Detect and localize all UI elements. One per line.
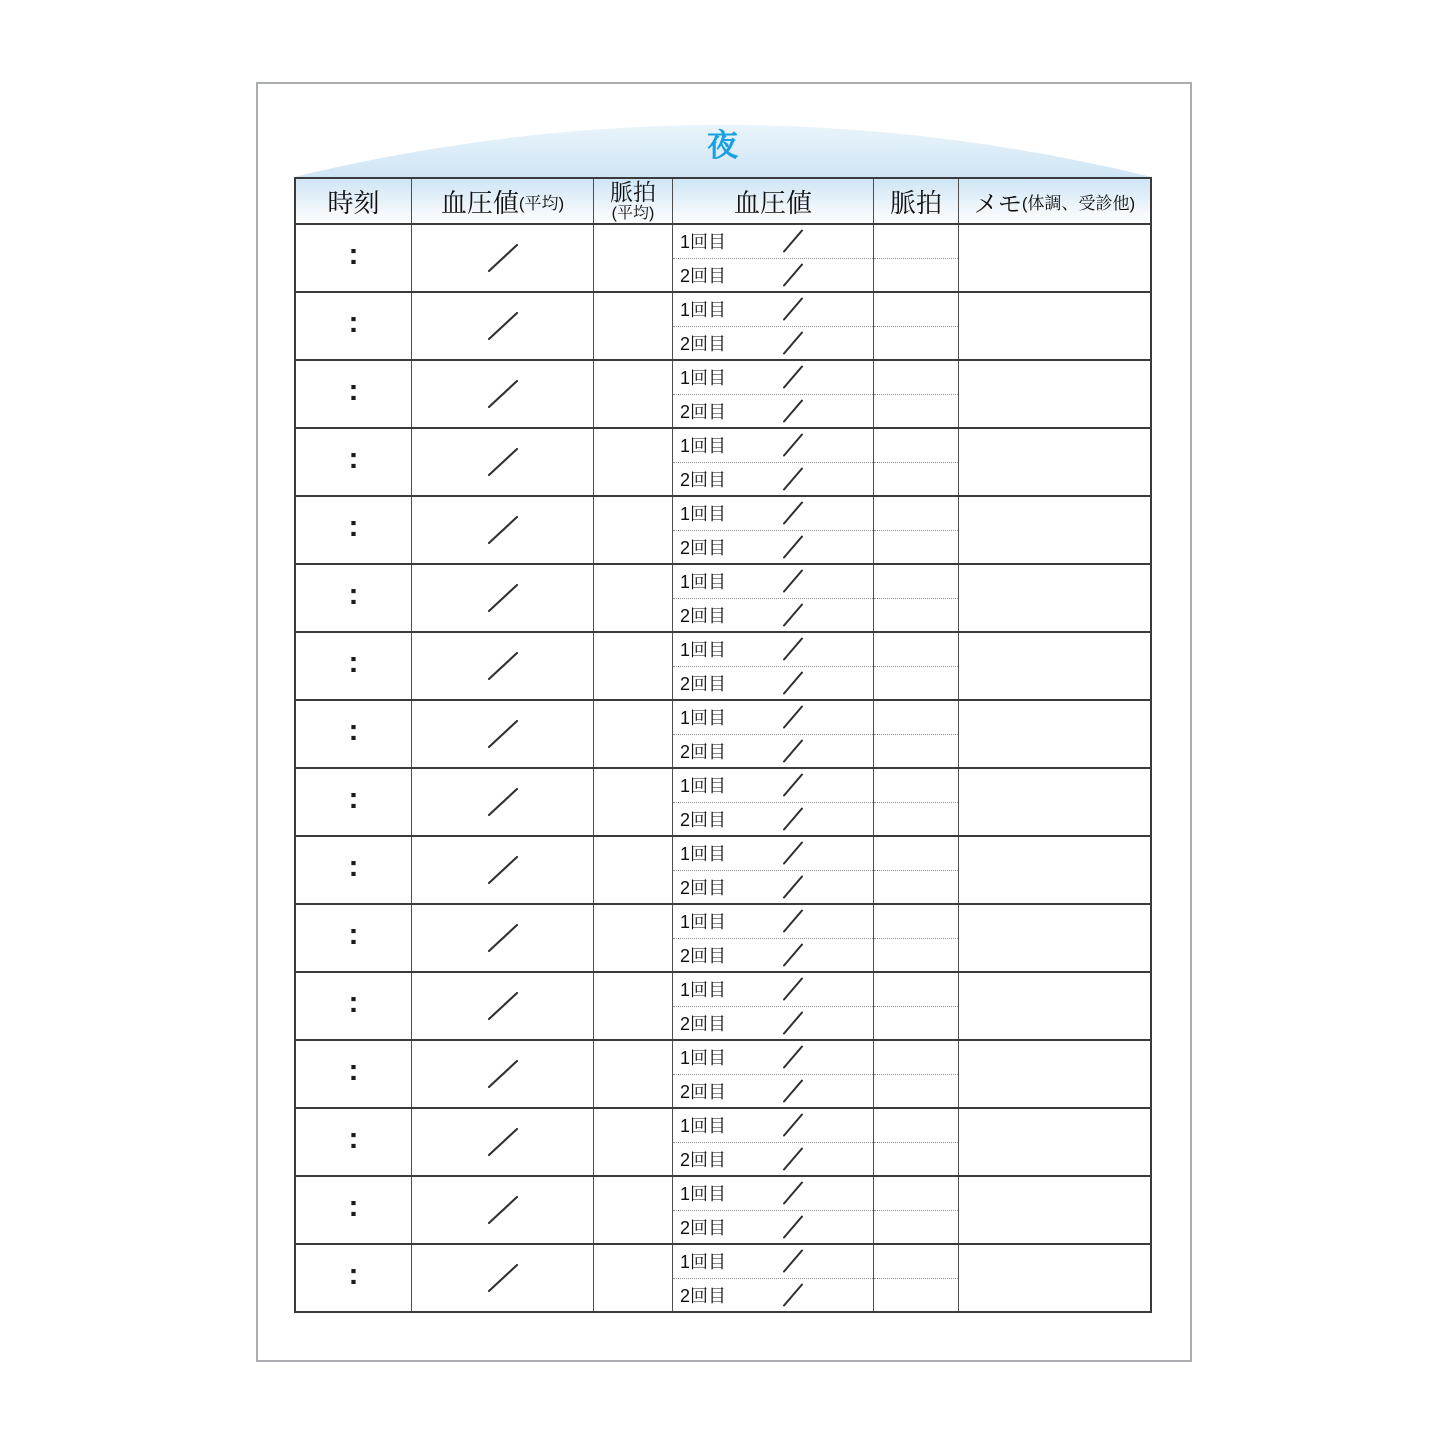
bp-average-cell — [412, 429, 594, 495]
time-cell — [296, 225, 412, 291]
pulse-reading-row-2 — [874, 939, 958, 972]
time-colon: : — [348, 918, 359, 951]
pulse-reading-row-1 — [874, 769, 958, 803]
pulse-reading-row-1 — [874, 973, 958, 1007]
bp-reading-row-2 — [673, 327, 873, 360]
bp-reading-row-2 — [673, 1211, 873, 1244]
pulse-readings-cell — [874, 1041, 959, 1107]
bp-reading-row-2 — [673, 259, 873, 292]
header-pulse-label: 脈拍 — [889, 187, 942, 218]
section-title-night: 夜 — [707, 128, 739, 163]
bp-average-cell — [412, 905, 594, 971]
reading-1-label: 1回目 — [680, 504, 727, 525]
reading-2-label: 2回目 — [680, 1217, 727, 1238]
reading-2-label: 2回目 — [680, 333, 727, 354]
bp-readings-cell — [673, 905, 874, 971]
bp-reading-row-2 — [673, 667, 873, 700]
bp-readings-cell — [673, 497, 874, 563]
bp-reading-row-1 — [673, 905, 873, 939]
time-colon: : — [348, 238, 359, 271]
pulse-reading-row-1 — [874, 497, 958, 531]
time-cell — [296, 701, 412, 767]
time-cell — [296, 1109, 412, 1175]
bp-reading-1-slash-icon — [781, 228, 805, 255]
memo-cell — [959, 701, 1150, 767]
bp-average-cell — [412, 701, 594, 767]
memo-cell — [959, 429, 1150, 495]
time-colon: : — [348, 510, 359, 543]
header-cell-pulse-average — [594, 179, 673, 223]
pulse-reading-row-1 — [874, 837, 958, 871]
bp-reading-2-slash-icon — [781, 737, 805, 764]
header-bp-average-label: 血圧値 — [440, 187, 519, 218]
header-cell-time — [296, 179, 412, 223]
bp-readings-cell — [673, 225, 874, 291]
table-row — [296, 699, 1150, 767]
bp-reading-row-1 — [673, 837, 873, 871]
memo-cell — [959, 1245, 1150, 1311]
header-cell-bp-average — [412, 179, 594, 223]
bp-average-cell — [412, 837, 594, 903]
pulse-average-cell — [594, 769, 673, 835]
pulse-readings-cell — [874, 633, 959, 699]
pulse-readings-cell — [874, 225, 959, 291]
bp-readings-cell — [673, 429, 874, 495]
bp-reading-row-2 — [673, 463, 873, 496]
table-row — [296, 563, 1150, 631]
reading-1-label: 1回目 — [680, 844, 727, 865]
bp-reading-row-1 — [673, 701, 873, 735]
bp-reading-row-1 — [673, 1177, 873, 1211]
bp-reading-2-slash-icon — [781, 873, 805, 900]
bp-reading-row-1 — [673, 1245, 873, 1279]
bp-reading-1-slash-icon — [781, 296, 805, 323]
reading-1-label: 1回目 — [680, 1116, 727, 1137]
reading-1-label: 1回目 — [680, 436, 727, 457]
pulse-average-cell — [594, 837, 673, 903]
bp-readings-cell — [673, 837, 874, 903]
pulse-readings-cell — [874, 769, 959, 835]
table-row — [296, 631, 1150, 699]
memo-cell — [959, 973, 1150, 1039]
memo-cell — [959, 837, 1150, 903]
reading-1-label: 1回目 — [680, 1048, 727, 1069]
bp-average-cell — [412, 1245, 594, 1311]
pulse-reading-row-2 — [874, 463, 958, 496]
memo-cell — [959, 225, 1150, 291]
bp-average-slash-icon — [486, 786, 520, 818]
bp-average-cell — [412, 293, 594, 359]
time-cell — [296, 1245, 412, 1311]
time-cell — [296, 633, 412, 699]
bp-average-cell — [412, 225, 594, 291]
bp-readings-cell — [673, 1041, 874, 1107]
reading-1-label: 1回目 — [680, 572, 727, 593]
bp-reading-1-slash-icon — [781, 432, 805, 459]
bp-reading-row-2 — [673, 803, 873, 836]
table-row — [296, 223, 1150, 291]
bp-average-cell — [412, 1041, 594, 1107]
time-colon: : — [348, 1258, 359, 1291]
bp-average-cell — [412, 633, 594, 699]
pulse-average-cell — [594, 1041, 673, 1107]
memo-cell — [959, 497, 1150, 563]
pulse-reading-row-1 — [874, 905, 958, 939]
table-row — [296, 291, 1150, 359]
bp-reading-row-2 — [673, 871, 873, 904]
pulse-reading-row-1 — [874, 1109, 958, 1143]
bp-average-cell — [412, 565, 594, 631]
bp-reading-1-slash-icon — [781, 568, 805, 595]
bp-reading-1-slash-icon — [781, 976, 805, 1003]
bp-average-slash-icon — [486, 1194, 520, 1226]
pulse-reading-row-1 — [874, 293, 958, 327]
bp-reading-row-2 — [673, 531, 873, 564]
time-cell — [296, 1041, 412, 1107]
pulse-average-cell — [594, 565, 673, 631]
bp-readings-cell — [673, 293, 874, 359]
reading-2-label: 2回目 — [680, 1081, 727, 1102]
bp-reading-2-slash-icon — [781, 533, 805, 560]
memo-cell — [959, 361, 1150, 427]
reading-1-label: 1回目 — [680, 776, 727, 797]
memo-cell — [959, 1109, 1150, 1175]
pulse-reading-row-2 — [874, 871, 958, 904]
memo-cell — [959, 565, 1150, 631]
bp-average-slash-icon — [486, 582, 520, 614]
time-colon: : — [348, 986, 359, 1019]
time-colon: : — [348, 782, 359, 815]
pulse-readings-cell — [874, 361, 959, 427]
bp-readings-cell — [673, 1109, 874, 1175]
pulse-reading-row-1 — [874, 1177, 958, 1211]
bp-reading-1-slash-icon — [781, 908, 805, 935]
reading-2-label: 2回目 — [680, 741, 727, 762]
time-colon: : — [348, 374, 359, 407]
reading-1-label: 1回目 — [680, 912, 727, 933]
bp-reading-row-1 — [673, 1109, 873, 1143]
pulse-reading-row-2 — [874, 327, 958, 360]
bp-reading-row-1 — [673, 1041, 873, 1075]
reading-1-label: 1回目 — [680, 300, 727, 321]
bp-average-cell — [412, 1177, 594, 1243]
pulse-reading-row-1 — [874, 1245, 958, 1279]
pulse-average-cell — [594, 429, 673, 495]
bp-reading-row-1 — [673, 769, 873, 803]
bp-log-table — [294, 177, 1152, 1313]
pulse-reading-row-2 — [874, 531, 958, 564]
table-row — [296, 495, 1150, 563]
bp-reading-2-slash-icon — [781, 669, 805, 696]
table-row — [296, 427, 1150, 495]
bp-reading-1-slash-icon — [781, 772, 805, 799]
reading-2-label: 2回目 — [680, 809, 727, 830]
pulse-average-cell — [594, 497, 673, 563]
bp-reading-2-slash-icon — [781, 805, 805, 832]
reading-1-label: 1回目 — [680, 1252, 727, 1273]
bp-reading-row-1 — [673, 633, 873, 667]
pulse-reading-row-1 — [874, 565, 958, 599]
bp-reading-row-1 — [673, 293, 873, 327]
pulse-readings-cell — [874, 973, 959, 1039]
pulse-average-cell — [594, 701, 673, 767]
reading-1-label: 1回目 — [680, 708, 727, 729]
time-cell — [296, 497, 412, 563]
bp-reading-2-slash-icon — [781, 397, 805, 424]
reading-1-label: 1回目 — [680, 640, 727, 661]
time-colon: : — [348, 1122, 359, 1155]
header-cell-pulse — [874, 179, 959, 223]
time-cell — [296, 769, 412, 835]
pulse-reading-row-1 — [874, 361, 958, 395]
bp-readings-cell — [673, 769, 874, 835]
bp-average-slash-icon — [486, 514, 520, 546]
pulse-average-cell — [594, 361, 673, 427]
header-pulse-average-sublabel: (平均) — [611, 204, 655, 222]
bp-reading-row-1 — [673, 565, 873, 599]
bp-average-cell — [412, 769, 594, 835]
pulse-reading-row-2 — [874, 599, 958, 632]
bp-readings-cell — [673, 1177, 874, 1243]
bp-reading-row-2 — [673, 1075, 873, 1108]
reading-1-label: 1回目 — [680, 980, 727, 1001]
table-row — [296, 903, 1150, 971]
time-cell — [296, 429, 412, 495]
bp-reading-2-slash-icon — [781, 601, 805, 628]
pulse-average-cell — [594, 973, 673, 1039]
pulse-average-cell — [594, 1109, 673, 1175]
pulse-reading-row-1 — [874, 1041, 958, 1075]
time-colon: : — [348, 646, 359, 679]
reading-2-label: 2回目 — [680, 1149, 727, 1170]
header-cell-memo — [959, 179, 1150, 223]
bp-reading-row-2 — [673, 735, 873, 768]
table-row — [296, 835, 1150, 903]
bp-average-slash-icon — [486, 1058, 520, 1090]
bp-reading-row-1 — [673, 973, 873, 1007]
pulse-reading-row-2 — [874, 1279, 958, 1312]
bp-average-slash-icon — [486, 990, 520, 1022]
bp-average-cell — [412, 361, 594, 427]
bp-reading-row-2 — [673, 599, 873, 632]
bp-reading-1-slash-icon — [781, 364, 805, 391]
bp-reading-row-1 — [673, 497, 873, 531]
bp-reading-row-2 — [673, 395, 873, 428]
pulse-average-cell — [594, 633, 673, 699]
bp-reading-2-slash-icon — [781, 1077, 805, 1104]
bp-average-slash-icon — [486, 922, 520, 954]
time-colon: : — [348, 714, 359, 747]
bp-reading-1-slash-icon — [781, 500, 805, 527]
memo-cell — [959, 905, 1150, 971]
bp-average-slash-icon — [486, 1126, 520, 1158]
time-cell — [296, 905, 412, 971]
table-row — [296, 359, 1150, 427]
reading-2-label: 2回目 — [680, 469, 727, 490]
bp-average-cell — [412, 973, 594, 1039]
table-row — [296, 1107, 1150, 1175]
time-colon: : — [348, 306, 359, 339]
table-row — [296, 1243, 1150, 1311]
pulse-readings-cell — [874, 429, 959, 495]
table-body — [296, 223, 1150, 1311]
pulse-reading-row-1 — [874, 633, 958, 667]
memo-cell — [959, 633, 1150, 699]
bp-readings-cell — [673, 633, 874, 699]
table-row — [296, 1039, 1150, 1107]
pulse-readings-cell — [874, 565, 959, 631]
bp-reading-row-2 — [673, 939, 873, 972]
bp-reading-row-1 — [673, 225, 873, 259]
reading-2-label: 2回目 — [680, 1285, 727, 1306]
time-cell — [296, 361, 412, 427]
time-cell — [296, 293, 412, 359]
pulse-average-cell — [594, 1245, 673, 1311]
time-cell — [296, 1177, 412, 1243]
pulse-reading-row-2 — [874, 803, 958, 836]
bp-reading-1-slash-icon — [781, 636, 805, 663]
bp-average-slash-icon — [486, 1262, 520, 1294]
pulse-readings-cell — [874, 701, 959, 767]
pulse-readings-cell — [874, 497, 959, 563]
bp-reading-2-slash-icon — [781, 1281, 805, 1308]
bp-reading-2-slash-icon — [781, 329, 805, 356]
memo-cell — [959, 1177, 1150, 1243]
pulse-average-cell — [594, 905, 673, 971]
bp-reading-row-2 — [673, 1143, 873, 1176]
bp-reading-1-slash-icon — [781, 1180, 805, 1207]
table-row — [296, 971, 1150, 1039]
table-row — [296, 1175, 1150, 1243]
memo-cell — [959, 1041, 1150, 1107]
table-row — [296, 767, 1150, 835]
header-memo-sublabel: (体調、受診他) — [1021, 193, 1136, 213]
pulse-reading-row-1 — [874, 429, 958, 463]
pulse-readings-cell — [874, 293, 959, 359]
bp-readings-cell — [673, 565, 874, 631]
reading-2-label: 2回目 — [680, 1013, 727, 1034]
bp-reading-row-2 — [673, 1007, 873, 1040]
time-cell — [296, 565, 412, 631]
time-cell — [296, 973, 412, 1039]
bp-reading-2-slash-icon — [781, 1145, 805, 1172]
reading-2-label: 2回目 — [680, 945, 727, 966]
reading-1-label: 1回目 — [680, 1184, 727, 1205]
bp-reading-2-slash-icon — [781, 465, 805, 492]
reading-1-label: 1回目 — [680, 232, 727, 253]
reading-2-label: 2回目 — [680, 265, 727, 286]
time-cell — [296, 837, 412, 903]
header-bp-average-sublabel: (平均) — [518, 193, 565, 213]
pulse-average-cell — [594, 225, 673, 291]
bp-average-slash-icon — [486, 650, 520, 682]
header-memo-label: メモ — [973, 190, 1022, 218]
pulse-reading-row-2 — [874, 1211, 958, 1244]
memo-cell — [959, 769, 1150, 835]
pulse-reading-row-2 — [874, 1075, 958, 1108]
header-time-label: 時刻 — [327, 187, 380, 218]
pulse-readings-cell — [874, 1177, 959, 1243]
pulse-average-cell — [594, 1177, 673, 1243]
bp-readings-cell — [673, 361, 874, 427]
pulse-reading-row-2 — [874, 395, 958, 428]
bp-reading-2-slash-icon — [781, 941, 805, 968]
pulse-reading-row-1 — [874, 225, 958, 259]
reading-2-label: 2回目 — [680, 673, 727, 694]
bp-reading-1-slash-icon — [781, 1044, 805, 1071]
pulse-reading-row-2 — [874, 667, 958, 700]
reading-2-label: 2回目 — [680, 877, 727, 898]
bp-reading-1-slash-icon — [781, 1248, 805, 1275]
time-colon: : — [348, 578, 359, 611]
bp-reading-2-slash-icon — [781, 1213, 805, 1240]
reading-1-label: 1回目 — [680, 368, 727, 389]
time-colon: : — [348, 1054, 359, 1087]
reading-2-label: 2回目 — [680, 401, 727, 422]
pulse-reading-row-2 — [874, 1143, 958, 1176]
table-header-row — [296, 179, 1150, 223]
bp-average-slash-icon — [486, 378, 520, 410]
pulse-readings-cell — [874, 905, 959, 971]
pulse-average-cell — [594, 293, 673, 359]
pulse-readings-cell — [874, 1109, 959, 1175]
bp-readings-cell — [673, 1245, 874, 1311]
reading-2-label: 2回目 — [680, 537, 727, 558]
bp-average-cell — [412, 497, 594, 563]
bp-average-slash-icon — [486, 310, 520, 342]
pulse-reading-row-2 — [874, 735, 958, 768]
time-colon: : — [348, 850, 359, 883]
time-colon: : — [348, 442, 359, 475]
pulse-readings-cell — [874, 1245, 959, 1311]
bp-reading-row-2 — [673, 1279, 873, 1312]
bp-reading-2-slash-icon — [781, 261, 805, 288]
bp-reading-1-slash-icon — [781, 704, 805, 731]
bp-reading-1-slash-icon — [781, 840, 805, 867]
time-colon: : — [348, 1190, 359, 1223]
memo-cell — [959, 293, 1150, 359]
bp-average-cell — [412, 1109, 594, 1175]
header-bp-label: 血圧値 — [733, 187, 812, 218]
bp-readings-cell — [673, 701, 874, 767]
pulse-reading-row-2 — [874, 259, 958, 292]
bp-reading-2-slash-icon — [781, 1009, 805, 1036]
bp-readings-cell — [673, 973, 874, 1039]
form-page — [256, 82, 1192, 1362]
bp-average-slash-icon — [486, 718, 520, 750]
bp-reading-row-1 — [673, 361, 873, 395]
reading-2-label: 2回目 — [680, 605, 727, 626]
pulse-reading-row-1 — [874, 701, 958, 735]
pulse-readings-cell — [874, 837, 959, 903]
bp-reading-row-1 — [673, 429, 873, 463]
bp-reading-1-slash-icon — [781, 1112, 805, 1139]
bp-average-slash-icon — [486, 854, 520, 886]
header-pulse-average-label: 脈拍 — [610, 178, 656, 205]
bp-average-slash-icon — [486, 446, 520, 478]
bp-average-slash-icon — [486, 242, 520, 274]
pulse-reading-row-2 — [874, 1007, 958, 1040]
header-cell-bp — [673, 179, 874, 223]
